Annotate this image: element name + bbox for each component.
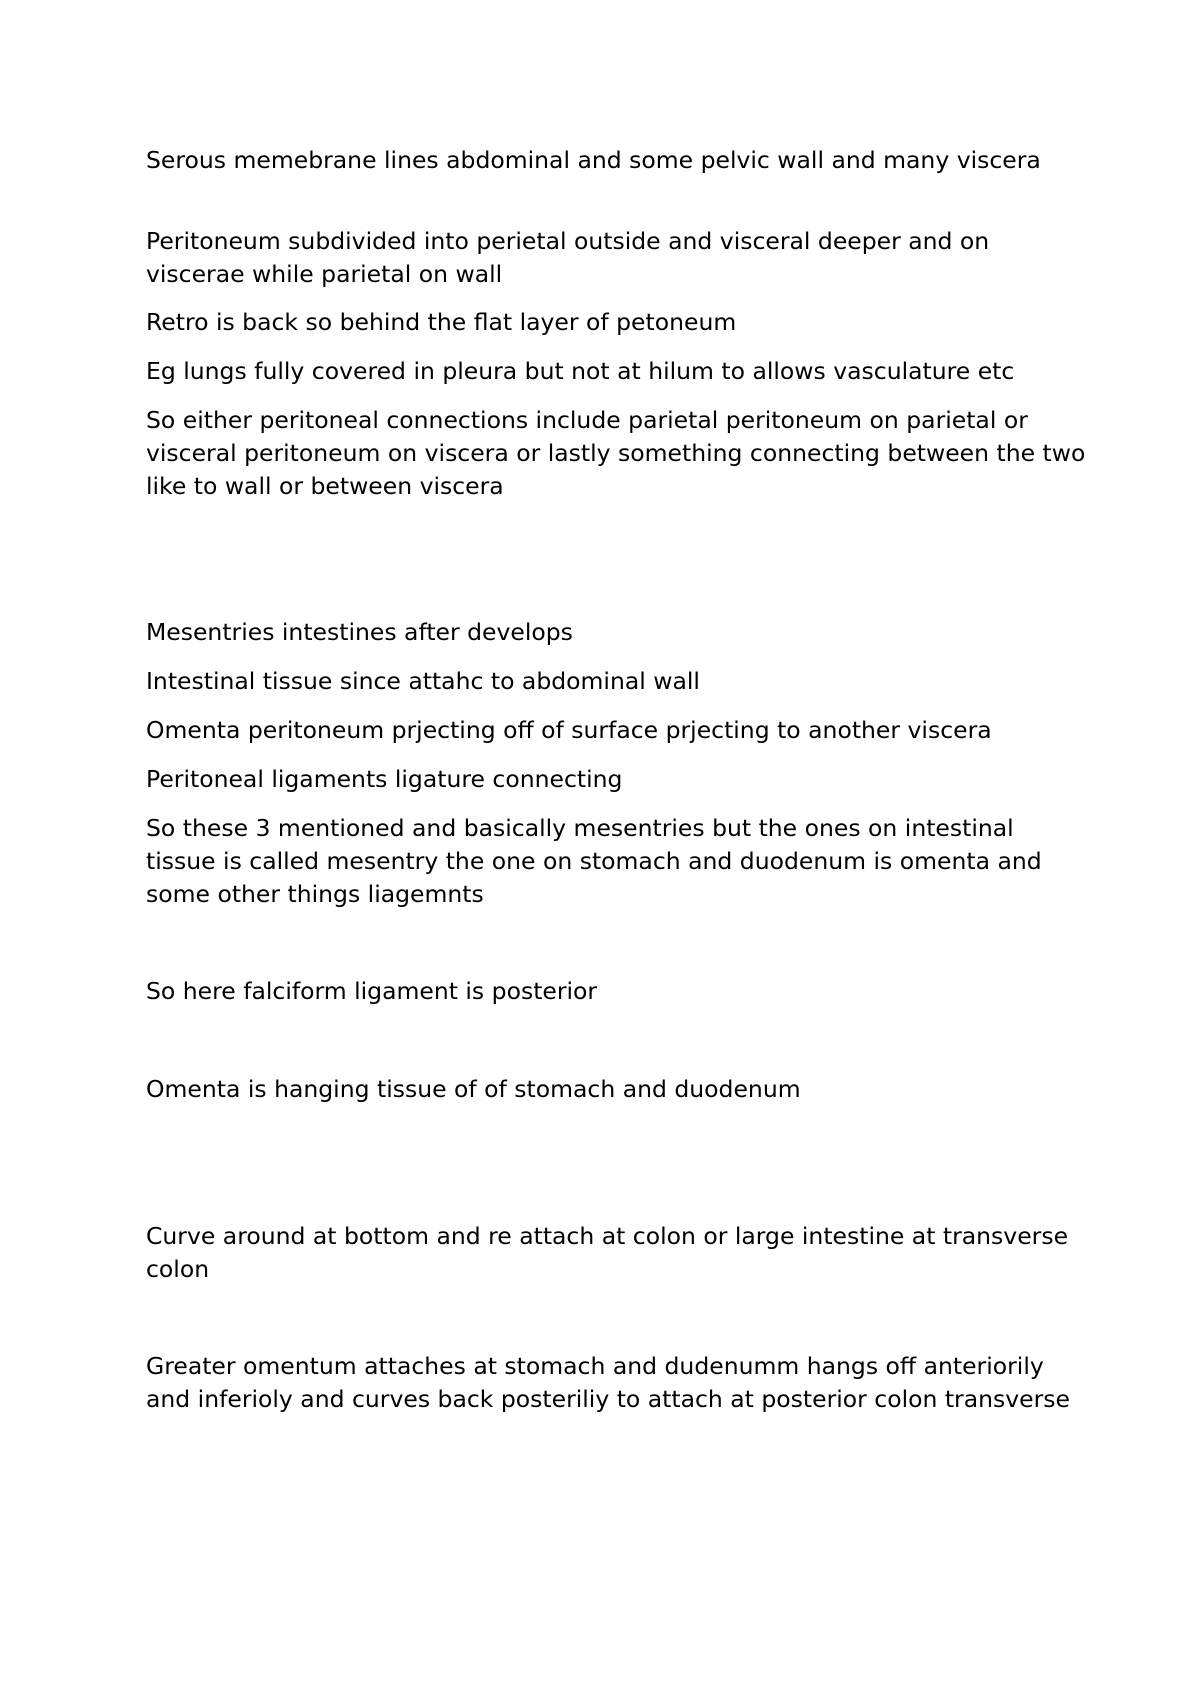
paragraph-three-mentioned: So these 3 mentioned and basically mesentries but the ones on intestinal tissue is called mesentry the one on stomach and duodenum is omenta and some other things liagemnts bbox=[146, 814, 1042, 908]
paragraph-omenta-hanging: Omenta is hanging tissue of of stomach and duodenum bbox=[146, 1075, 801, 1103]
paragraph-serous-membrane: Serous memebrane lines abdominal and some pelvic wall and many viscera bbox=[146, 146, 1041, 174]
paragraph-peritoneum-subdivided: Peritoneum subdivided into perietal outside and visceral deeper and on viscerae while parietal on wall bbox=[146, 227, 990, 288]
paragraph-falciform: So here falciform ligament is posterior bbox=[146, 977, 598, 1005]
paragraph-retro: Retro is back so behind the flat layer of petoneum bbox=[146, 308, 737, 336]
paragraph-peritoneal-connections: So either peritoneal connections include parietal peritoneum on parietal or visceral peritoneum on viscera or lastly something connecting between the two like to wall or between viscera bbox=[146, 406, 1086, 500]
paragraph-peritoneal-ligaments: Peritoneal ligaments ligature connecting bbox=[146, 765, 623, 793]
paragraph-intestinal-tissue: Intestinal tissue since attahc to abdominal wall bbox=[146, 667, 700, 695]
paragraph-greater-omentum: Greater omentum attaches at stomach and dudenumm hangs off anteriorily and inferioly and curves back posteriliy to attach at posterior colon transverse bbox=[146, 1352, 1070, 1413]
paragraph-curve-around: Curve around at bottom and re attach at colon or large intestine at transverse colon bbox=[146, 1222, 1069, 1283]
paragraph-lungs: Eg lungs fully covered in pleura but not at hilum to allows vasculature etc bbox=[146, 357, 1015, 385]
paragraph-mesentries: Mesentries intestines after develops bbox=[146, 618, 573, 646]
paragraph-omenta-peritoneum: Omenta peritoneum prjecting off of surface prjecting to another viscera bbox=[146, 716, 992, 744]
